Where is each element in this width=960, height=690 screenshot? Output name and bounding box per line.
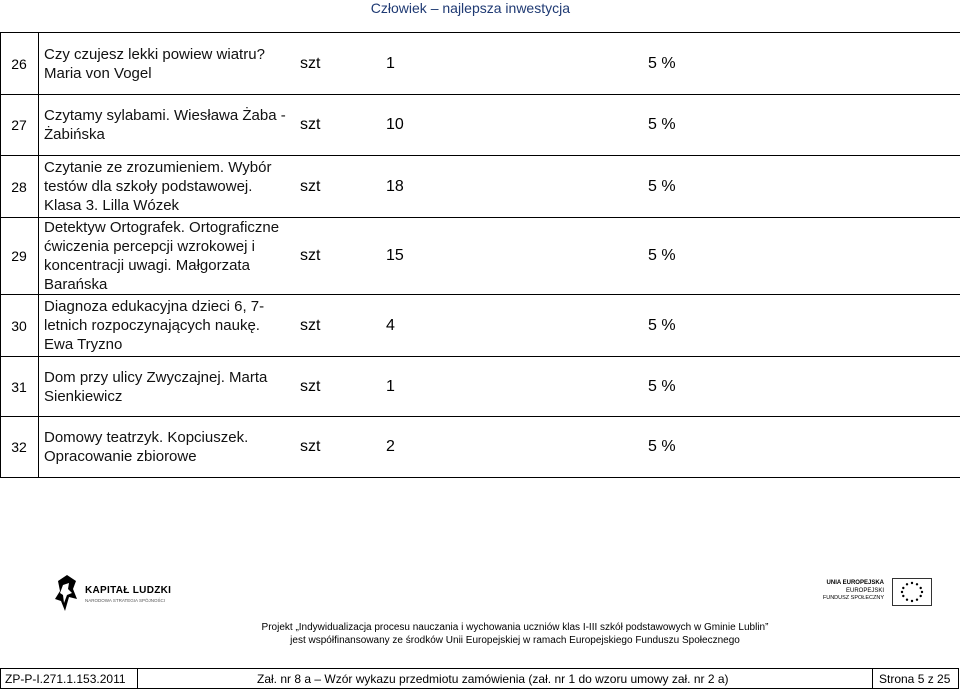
title-line: koncentracji uwagi. Małgorzata bbox=[44, 257, 250, 274]
kapital-ludzki-name: KAPITAŁ LUDZKI bbox=[85, 585, 172, 596]
row-title bbox=[44, 156, 290, 217]
row-number: 32 bbox=[11, 439, 27, 455]
row-vat: 5 % bbox=[648, 116, 676, 133]
footer-divider bbox=[137, 669, 138, 688]
eu-logo-line2: EUROPEJSKI bbox=[845, 588, 884, 594]
table-row bbox=[0, 417, 960, 477]
footer-attachment: Zał. nr 8 a – Wzór wykazu przedmiotu zamówienia (zał. nr 1 do wzoru umowy zał. nr 2 a) bbox=[257, 672, 729, 686]
kapital-ludzki-logo bbox=[55, 575, 175, 611]
row-number: 29 bbox=[11, 248, 27, 264]
project-line1: Projekt „Indywidualizacja procesu nauczania i wychowania uczniów klas I-III szkół podstawowych w Gminie Lublin” bbox=[261, 622, 769, 633]
table-row bbox=[0, 156, 960, 217]
title-line: ćwiczenia percepcji wzrokowej i bbox=[44, 238, 255, 255]
footer-divider bbox=[872, 669, 873, 688]
row-title bbox=[44, 417, 290, 477]
title-line: Klasa 3. Lilla Wózek bbox=[44, 197, 180, 214]
row-unit: szt bbox=[300, 438, 321, 455]
footer-page-number: Strona 5 z 25 bbox=[879, 672, 951, 686]
row-unit: szt bbox=[300, 247, 321, 264]
row-title bbox=[44, 33, 290, 94]
title-line: Barańska bbox=[44, 276, 108, 293]
table-bottom-border bbox=[0, 477, 960, 478]
row-unit: szt bbox=[300, 54, 321, 72]
title-line: Dom przy ulicy Zwyczajnej. Marta bbox=[44, 368, 268, 386]
row-title bbox=[44, 218, 290, 294]
table-row bbox=[0, 218, 960, 294]
page-footer bbox=[0, 668, 959, 689]
row-number: 28 bbox=[11, 178, 27, 195]
row-title bbox=[44, 95, 290, 155]
project-line2: jest współfinansowany ze środków Unii Europejskiej w ramach Europejskiego Funduszu Społecznego bbox=[290, 635, 740, 646]
eu-logo bbox=[822, 578, 936, 608]
row-vat: 5 % bbox=[648, 438, 676, 455]
title-line: Ewa Tryzno bbox=[44, 336, 123, 353]
row-number: 26 bbox=[11, 55, 27, 72]
table-row bbox=[0, 295, 960, 356]
row-unit: szt bbox=[300, 177, 321, 195]
project-info bbox=[150, 621, 880, 647]
title-line: letnich rozpoczynających naukę. bbox=[44, 317, 260, 334]
row-unit: szt bbox=[300, 377, 321, 395]
title-line: Sienkiewicz bbox=[44, 387, 123, 405]
title-line: Czy czujesz lekki powiew wiatru? bbox=[44, 45, 265, 63]
footer-reference: ZP-P-I.271.1.153.2011 bbox=[5, 672, 126, 686]
row-number: 27 bbox=[11, 117, 27, 133]
table-row bbox=[0, 357, 960, 416]
title-line: Domowy teatrzyk. Kopciuszek. bbox=[44, 429, 249, 446]
title-line: testów dla szkoły podstawowej. bbox=[44, 178, 253, 195]
row-quantity: 2 bbox=[386, 438, 395, 455]
row-quantity: 10 bbox=[386, 116, 404, 133]
row-title bbox=[44, 357, 290, 416]
row-unit: szt bbox=[300, 116, 321, 133]
title-line: Opracowanie zbiorowe bbox=[44, 448, 197, 465]
table-row bbox=[0, 95, 960, 155]
title-line: Żabińska bbox=[44, 126, 105, 143]
kapital-ludzki-icon bbox=[55, 575, 79, 611]
title-line: Maria von Vogel bbox=[44, 64, 152, 82]
row-quantity: 4 bbox=[386, 316, 395, 334]
title-line: Czytamy sylabami. Wiesława Żaba - bbox=[44, 107, 286, 124]
kapital-ludzki-subtitle: NARODOWA STRATEGIA SPÓJNOŚCI bbox=[85, 598, 166, 603]
row-vat: 5 % bbox=[648, 177, 676, 195]
row-quantity: 1 bbox=[386, 54, 395, 72]
eu-logo-line3: FUNDUSZ SPOŁECZNY bbox=[822, 595, 884, 601]
eu-flag-icon bbox=[892, 578, 932, 606]
row-vat: 5 % bbox=[648, 247, 676, 264]
eu-logo-line1: UNIA EUROPEJSKA bbox=[826, 580, 884, 586]
title-line: Czytanie ze zrozumieniem. Wybór bbox=[44, 159, 272, 176]
row-vat: 5 % bbox=[648, 377, 676, 395]
row-number: 30 bbox=[11, 317, 27, 334]
row-quantity: 1 bbox=[386, 377, 395, 395]
title-line: Detektyw Ortografek. Ortograficzne bbox=[44, 219, 280, 236]
row-quantity: 15 bbox=[386, 247, 404, 264]
table-row bbox=[0, 33, 960, 94]
row-title bbox=[44, 295, 290, 356]
row-quantity: 18 bbox=[386, 177, 404, 195]
row-vat: 5 % bbox=[648, 316, 676, 334]
page-header-title: Człowiek – najlepsza inwestycja bbox=[370, 0, 570, 16]
row-number: 31 bbox=[11, 378, 27, 395]
row-unit: szt bbox=[300, 316, 321, 334]
row-vat: 5 % bbox=[648, 54, 676, 72]
title-line: Diagnoza edukacyjna dzieci 6, 7- bbox=[44, 298, 265, 315]
